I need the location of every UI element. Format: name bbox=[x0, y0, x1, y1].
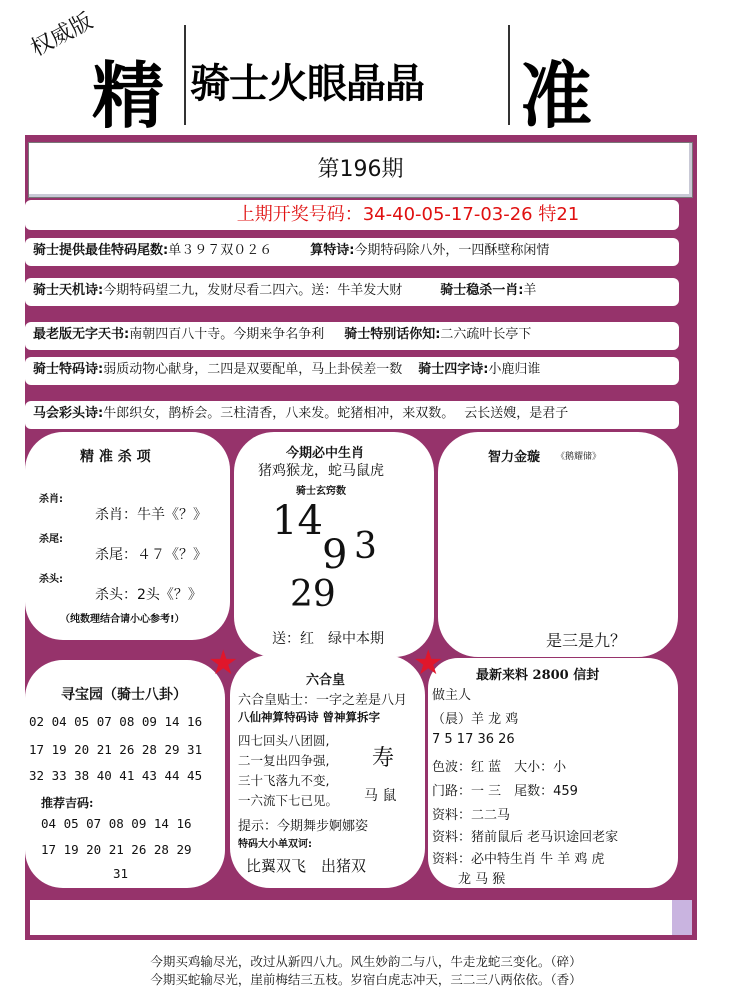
header-left-char: 精 bbox=[92, 53, 165, 138]
row-value: 今期特码望二九，发财尽看二四六。送：牛羊发大财 bbox=[103, 283, 403, 298]
row-value: 小鹿归谁 bbox=[488, 362, 541, 377]
treasure-rec-row: 17 19 20 21 26 28 29 bbox=[41, 842, 192, 857]
kill-zodiac-value: 杀肖：牛羊《？》 bbox=[95, 507, 207, 523]
treasure-rec-row: 04 05 07 08 09 14 16 bbox=[41, 816, 192, 831]
row-label: 骑士四字诗: bbox=[418, 362, 489, 377]
row-label: 骑士特别话你知: bbox=[344, 327, 441, 342]
info-row bbox=[25, 238, 679, 266]
kill-title: 精 准 杀 项 bbox=[80, 449, 151, 465]
treasure-rec-row: 31 bbox=[113, 866, 129, 881]
iq-box bbox=[438, 432, 678, 657]
kill-note: （纯数理结合请小心参考!） bbox=[60, 614, 185, 625]
header-divider-left bbox=[184, 25, 186, 125]
row-value: 牛郎织女，鹊桥会。三柱清香，八来发。蛇猪相冲，来双数。 bbox=[103, 406, 455, 421]
handwritten-number: 29 bbox=[290, 574, 336, 615]
iq-title: 智力金璇 bbox=[488, 450, 541, 465]
star-icon: ★ bbox=[413, 643, 444, 683]
must-send: 送：红 绿中本期 bbox=[272, 631, 384, 647]
issue-number: 第196期 bbox=[317, 157, 404, 182]
kill-head-label: 杀头: bbox=[39, 574, 63, 585]
row-value: 羊 bbox=[523, 283, 537, 298]
latest-line: 资料：猪前鼠后 老马识途回老家 bbox=[432, 830, 619, 845]
liuhe-poem-line: 四七回头八团圆, bbox=[238, 733, 330, 748]
edition-label: 权威版 bbox=[26, 8, 97, 62]
must-sub: 骑士玄窍数 bbox=[296, 486, 346, 497]
kill-zodiac-label: 杀肖: bbox=[39, 494, 63, 505]
latest-line: （晨）羊 龙 鸡 bbox=[432, 712, 519, 727]
handwritten-number: 9 bbox=[322, 532, 348, 578]
liuhe-answer: 比翼双飞 出猪双 bbox=[246, 857, 367, 875]
must-win-box bbox=[234, 432, 434, 657]
info-row bbox=[25, 401, 679, 429]
liuhe-hint: 提示：今期舞步婀娜姿 bbox=[238, 819, 369, 834]
last-draw-numbers: 上期开奖号码：34-40-05-17-03-26 特21 bbox=[25, 200, 679, 230]
handwritten-number: 14 bbox=[272, 498, 323, 544]
latest-box bbox=[428, 658, 678, 888]
row-label: 骑士天机诗: bbox=[33, 283, 104, 298]
kill-box bbox=[25, 432, 230, 640]
footer-line: 今期买蛇输尽光，崖前梅结三五枝。岁宿白虎志冲天，三二三八两依依。（香） bbox=[150, 972, 582, 987]
row-label: 骑士提供最佳特码尾数: bbox=[33, 243, 169, 258]
liuhe-poem-line: 二一复出四争强, bbox=[238, 753, 330, 768]
kill-tail-value: 杀尾：４７《？》 bbox=[95, 547, 207, 563]
must-zodiacs: 猪鸡猴龙，蛇马鼠虎 bbox=[258, 463, 384, 479]
info-row bbox=[25, 278, 679, 306]
info-row bbox=[25, 357, 679, 385]
treasure-rec-label: 推荐吉码: bbox=[41, 796, 94, 810]
treasure-title: 寻宝园（骑士八卦） bbox=[61, 687, 187, 703]
info-row bbox=[25, 322, 679, 350]
latest-line: 做主人 bbox=[432, 688, 472, 703]
row-value: 二六疏叶长亭下 bbox=[440, 327, 532, 342]
must-title: 今期必中生肖 bbox=[286, 446, 365, 461]
header-title: 骑士火眼晶晶 bbox=[190, 60, 424, 107]
treasure-row: 02 04 05 07 08 09 14 16 bbox=[29, 714, 203, 729]
liuhe-poem-line: 三十飞落九不变, bbox=[238, 773, 330, 788]
handwritten-number: 3 bbox=[354, 526, 377, 567]
row-value: 南朝四百八十寺。今期来争名争利 bbox=[129, 327, 325, 342]
iq-answer: 是三是九？ bbox=[546, 631, 627, 650]
footer-line: 今期买鸡输尽光，改过从新四八九。风生妙韵二与八，牛走龙蛇三变化。（碎） bbox=[150, 954, 582, 969]
treasure-row: 17 19 20 21 26 28 29 31 bbox=[29, 742, 203, 757]
liuhe-size-label: 特码大小单双诃: bbox=[238, 839, 312, 850]
liuhe-poem-line: 一六流下七已见。 bbox=[238, 793, 339, 808]
row-value: 今期特码除八外，一四酥壁称闲情 bbox=[354, 243, 550, 258]
row-label: 马会彩头诗: bbox=[33, 406, 104, 421]
row-label: 骑士特码诗: bbox=[33, 362, 104, 377]
row-value: 单３９７双０２６ bbox=[168, 243, 273, 258]
bottom-blank-panel bbox=[30, 900, 692, 935]
latest-line: 龙 马 猴 bbox=[432, 872, 506, 887]
latest-line: 7 5 17 36 26 bbox=[432, 732, 515, 747]
treasure-box bbox=[25, 660, 225, 888]
latest-line: 资料：二二马 bbox=[432, 808, 511, 823]
liuhe-tip: 六合皇贴士：一字之差是八月 bbox=[238, 693, 408, 708]
liuhe-title: 六合皇 bbox=[306, 673, 346, 688]
liuhe-small-chars: 马 鼠 bbox=[364, 788, 397, 804]
header-divider-right bbox=[508, 25, 510, 125]
treasure-row: 32 33 38 40 41 43 44 45 bbox=[29, 768, 203, 783]
latest-line: 资料：必中特生肖 牛 羊 鸡 虎 bbox=[432, 852, 605, 867]
row-value: 云长送嫂，是君子 bbox=[464, 406, 569, 421]
kill-tail-label: 杀尾: bbox=[39, 534, 63, 545]
liuhe-calc: 八仙神算特码诗 曾神算拆字 bbox=[238, 710, 381, 724]
row-label: 最老版无字天书: bbox=[33, 327, 130, 342]
star-icon: ★ bbox=[208, 643, 239, 683]
header-right-char: 准 bbox=[520, 53, 593, 138]
liuhe-big-char: 寿 bbox=[372, 746, 395, 771]
row-value: 弱质动物心献身，二四是双要配单，马上卦侯差一数 bbox=[103, 362, 403, 377]
latest-line: 色波：红 蓝 大小：小 bbox=[432, 760, 567, 775]
row-label: 算特诗: bbox=[310, 243, 355, 258]
kill-head-value: 杀头：2头《？》 bbox=[95, 587, 202, 603]
row-label: 骑士稳杀一肖: bbox=[440, 283, 524, 298]
liuhe-box bbox=[230, 655, 425, 888]
iq-subtitle: 《鹅耀储》 bbox=[556, 452, 602, 462]
latest-title: 最新来料 2800 信封 bbox=[476, 668, 600, 683]
latest-line: 门路：一 三 尾数：459 bbox=[432, 784, 578, 799]
